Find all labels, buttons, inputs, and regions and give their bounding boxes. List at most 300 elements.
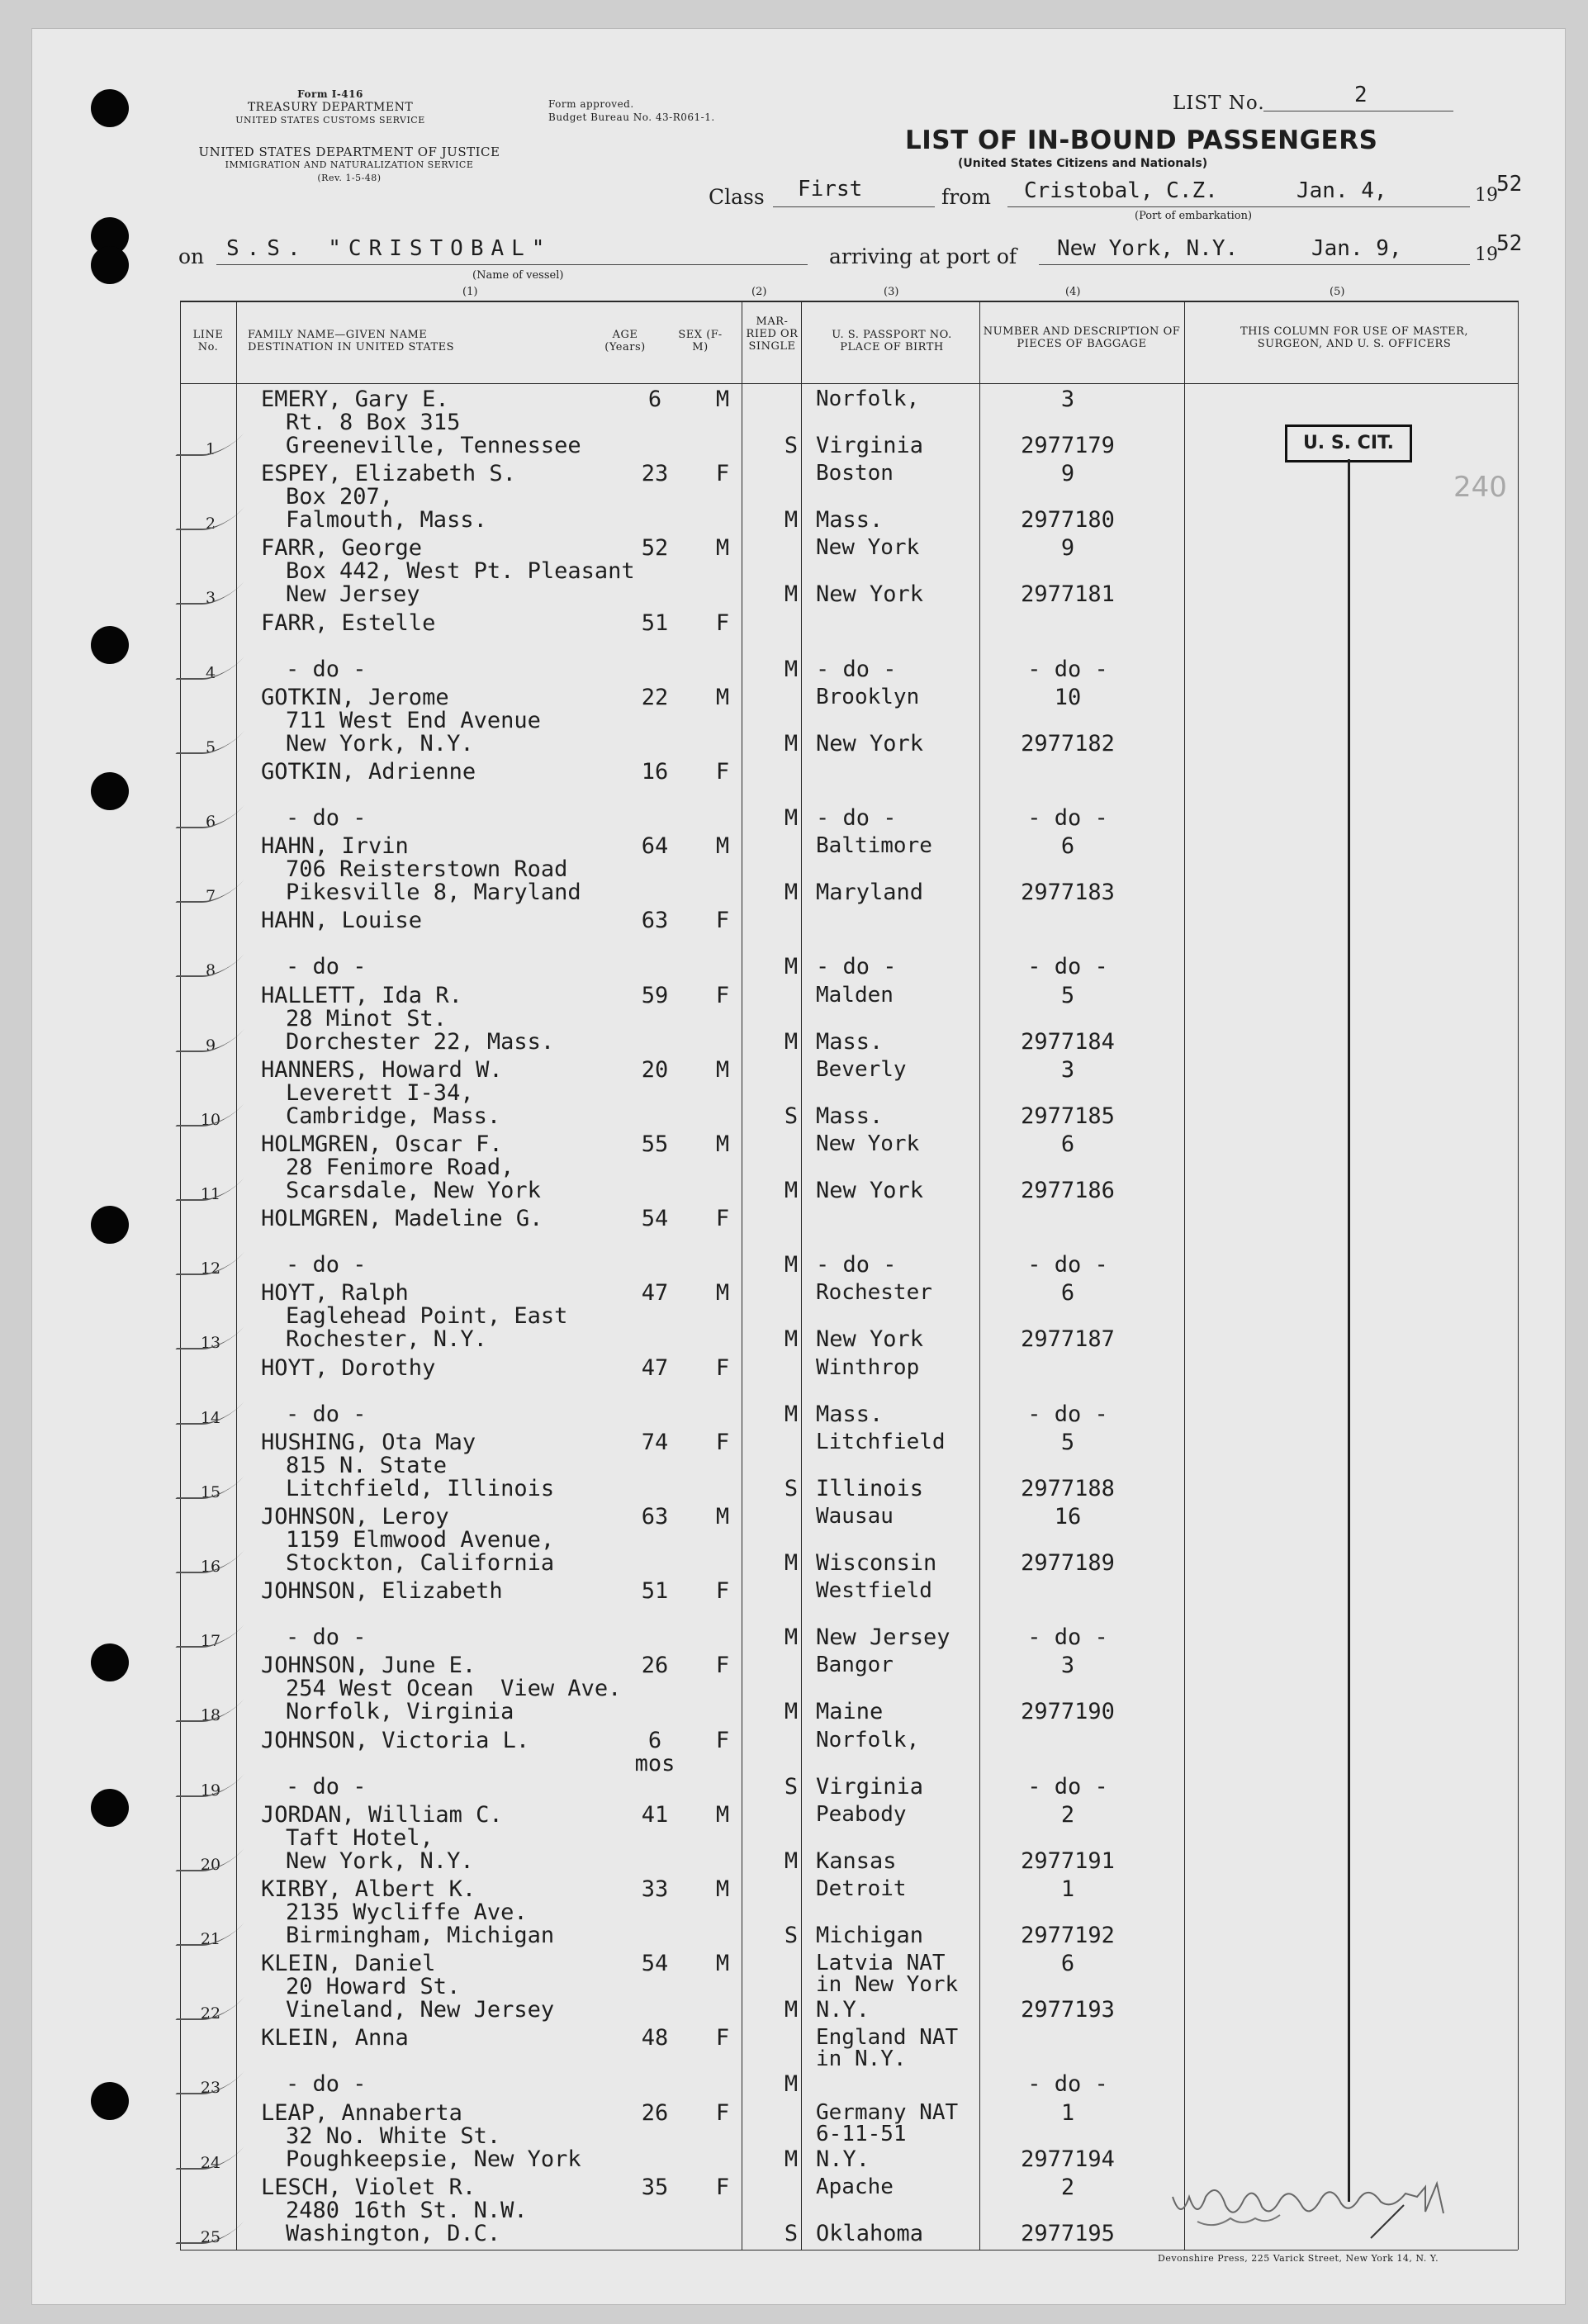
address-line-2: New York, N.Y. — [286, 731, 474, 756]
check-mark — [175, 954, 244, 977]
table-row — [180, 1131, 1518, 1206]
age: 47 — [641, 1280, 669, 1306]
address-line-2: - do - — [286, 657, 367, 682]
age: 26 — [641, 2100, 669, 2126]
immigration-label: IMMIGRATION AND NATURALIZATION SERVICE — [225, 159, 474, 170]
birthplace-line-1: Winthrop — [816, 1355, 920, 1380]
table-row — [180, 1802, 1518, 1876]
embarkation-year: 52 — [1496, 172, 1523, 197]
baggage-number: - do - — [1027, 2071, 1108, 2097]
line-number: 17 — [200, 1632, 221, 1650]
address-line-1: Eaglehead Point, East — [286, 1303, 568, 1329]
birthplace-line-2: Virginia — [816, 1774, 924, 1800]
address-line-2: Falmouth, Mass. — [286, 507, 487, 533]
baggage-count: 3 — [1060, 1653, 1075, 1678]
year-prefix: 19 — [1475, 185, 1498, 206]
birthplace-line-2: Maine — [816, 1699, 884, 1724]
table-row — [180, 1504, 1518, 1578]
baggage-number: - do - — [1027, 805, 1108, 831]
table-row — [180, 2100, 1518, 2175]
birthplace-line-1: Detroit — [816, 1876, 907, 1901]
list-number-field — [1263, 83, 1453, 111]
sex: M — [715, 685, 730, 710]
sex: F — [715, 1728, 730, 1753]
age: 51 — [641, 1578, 669, 1604]
table-row — [180, 535, 1518, 609]
line-number: 7 — [205, 887, 216, 905]
baggage-number: - do - — [1027, 657, 1108, 682]
approved-label: Form approved. — [548, 98, 634, 110]
age: 16 — [641, 759, 669, 785]
on-label: on — [178, 244, 205, 268]
check-mark — [175, 1029, 244, 1052]
birthplace-line-1: Norfolk, — [816, 387, 920, 411]
vessel-field — [216, 233, 808, 265]
marital-status: S — [784, 1476, 799, 1501]
line-number: 24 — [200, 2154, 221, 2172]
age: 33 — [641, 1876, 669, 1902]
line-number: 12 — [200, 1259, 221, 1278]
line-number: 18 — [200, 1706, 221, 1724]
sex: F — [715, 2025, 730, 2051]
passenger-name: JOHNSON, Victoria L. — [261, 1728, 530, 1753]
sex: F — [715, 461, 730, 486]
passenger-name: GOTKIN, Jerome — [261, 685, 449, 710]
header-bottom-border — [180, 383, 1518, 384]
line-number: 13 — [200, 1334, 221, 1352]
line-number: 16 — [200, 1558, 221, 1576]
binder-hole — [91, 1206, 129, 1244]
age: 74 — [641, 1430, 669, 1455]
address-line-1: 711 West End Avenue — [286, 708, 541, 733]
age: 51 — [641, 610, 669, 636]
address-line-2: - do - — [286, 1252, 367, 1278]
embarkation-field — [1007, 175, 1470, 207]
address-line-2: Dorchester 22, Mass. — [286, 1029, 555, 1055]
baggage-number: - do - — [1027, 1252, 1108, 1278]
header-name — [248, 329, 495, 353]
address-line-2: Vineland, New Jersey — [286, 1997, 555, 2023]
check-mark — [175, 1699, 244, 1722]
header-destination: DESTINATION IN UNITED STATES — [248, 341, 455, 353]
check-mark — [175, 1402, 244, 1425]
table-row — [180, 461, 1518, 535]
address-line-2: - do - — [286, 2071, 367, 2097]
justice-label: UNITED STATES DEPARTMENT OF JUSTICE — [198, 145, 500, 159]
passenger-name: FARR, Estelle — [261, 610, 436, 636]
sex: F — [715, 983, 730, 1008]
sex: F — [715, 1653, 730, 1678]
sex: F — [715, 1206, 730, 1231]
age: 55 — [641, 1131, 669, 1157]
birthplace-line-1: Boston — [816, 461, 894, 486]
table-row — [180, 1430, 1518, 1504]
birthplace-line-1: Bangor — [816, 1653, 894, 1677]
table-row — [180, 1653, 1518, 1727]
birthplace-line-1: England NAT in N.Y. — [816, 2025, 959, 2071]
check-mark — [175, 507, 244, 530]
embarkation-port: Cristobal, C.Z. — [1024, 178, 1218, 203]
check-mark — [175, 433, 244, 456]
address-line-1: 254 West Ocean View Ave. — [286, 1676, 622, 1701]
birthplace-line-2: Kansas — [816, 1848, 897, 1874]
line-number: 9 — [205, 1036, 216, 1055]
arrival-year: 52 — [1496, 231, 1523, 256]
check-mark — [175, 731, 244, 754]
arriving-label: arriving at port of — [829, 244, 1017, 268]
approval-block — [548, 97, 715, 124]
birthplace-line-2: New Jersey — [816, 1624, 950, 1650]
vessel-caption: (Name of vessel) — [472, 269, 564, 282]
table-row — [180, 1578, 1518, 1653]
col-num-3: (3) — [884, 286, 899, 298]
baggage-count: 2 — [1060, 1802, 1075, 1828]
age: 41 — [641, 1802, 669, 1828]
check-mark — [175, 1774, 244, 1797]
line-number: 23 — [200, 2079, 221, 2097]
table-row — [180, 983, 1518, 1057]
check-mark — [175, 1550, 244, 1573]
marital-status: S — [784, 1923, 799, 1948]
age: 52 — [641, 535, 669, 561]
form-number: Form I-416 — [297, 88, 363, 100]
baggage-count: 1 — [1060, 2100, 1075, 2126]
address-line-2: - do - — [286, 954, 367, 979]
address-line-1: Leverett I-34, — [286, 1080, 474, 1106]
baggage-number: 2977180 — [1021, 507, 1115, 533]
sex: F — [715, 2100, 730, 2126]
baggage-count: 5 — [1060, 1430, 1075, 1455]
line-number: 14 — [200, 1409, 221, 1427]
baggage-number: 2977193 — [1021, 1997, 1115, 2023]
sex: M — [715, 1951, 730, 1976]
baggage-number: 2977190 — [1021, 1699, 1115, 1724]
check-mark — [175, 1178, 244, 1201]
age: 54 — [641, 1206, 669, 1231]
baggage-count: 2 — [1060, 2175, 1075, 2200]
age: 63 — [641, 908, 669, 933]
port-embark-caption: (Port of embarkation) — [1135, 210, 1253, 222]
baggage-number: 2977179 — [1021, 433, 1115, 458]
birthplace-line-2: - do - — [816, 1252, 897, 1278]
birthplace-line-1: Latvia NAT in New York — [816, 1951, 959, 1997]
birthplace-line-1: Germany NAT 6-11-51 — [816, 2100, 959, 2146]
address-line-2: Washington, D.C. — [286, 2221, 501, 2246]
table-row — [180, 610, 1518, 685]
line-number: 15 — [200, 1483, 221, 1501]
address-line-2: Litchfield, Illinois — [286, 1476, 555, 1501]
address-line-1: Rt. 8 Box 315 — [286, 410, 461, 435]
check-mark — [175, 1252, 244, 1275]
baggage-count: 3 — [1060, 387, 1075, 412]
age: 6 mos — [634, 1728, 675, 1776]
header-birthplace: PLACE OF BIRTH — [840, 341, 944, 353]
marital-status: M — [784, 1029, 799, 1055]
birthplace-line-1: Wausau — [816, 1504, 894, 1529]
sex: M — [715, 1876, 730, 1902]
age: 54 — [641, 1951, 669, 1976]
birthplace-line-1: Baltimore — [816, 833, 932, 858]
birthplace-line-2: N.Y. — [816, 1997, 870, 2023]
baggage-count: 6 — [1060, 1131, 1075, 1157]
check-mark — [175, 2071, 244, 2094]
sex: F — [715, 2175, 730, 2200]
birthplace-line-2: N.Y. — [816, 2146, 870, 2172]
marital-status: M — [784, 581, 799, 607]
birthplace-line-1: Rochester — [816, 1280, 932, 1305]
printer-footer: Devonshire Press, 225 Varick Street, New York 14, N. Y. — [1158, 2253, 1439, 2264]
col-num-5: (5) — [1330, 286, 1345, 298]
birthplace-line-2: New York — [816, 1178, 924, 1203]
baggage-number: 2977184 — [1021, 1029, 1115, 1055]
marital-status: M — [784, 1624, 799, 1650]
arrival-year-prefix: 19 — [1475, 244, 1498, 265]
age: 26 — [641, 1653, 669, 1678]
binder-hole — [91, 1643, 129, 1681]
list-label: LIST No. — [1173, 92, 1265, 114]
marital-status: M — [784, 805, 799, 831]
address-line-2: Poughkeepsie, New York — [286, 2146, 581, 2172]
check-mark — [175, 1848, 244, 1871]
arrival-date: Jan. 9, — [1311, 236, 1402, 261]
address-line-2: Greeneville, Tennessee — [286, 433, 581, 458]
check-mark — [175, 1923, 244, 1946]
marital-status: M — [784, 1997, 799, 2023]
col-num-2: (2) — [751, 286, 767, 298]
address-line-2: - do - — [286, 1774, 367, 1800]
officer-line — [1348, 459, 1350, 2202]
baggage-number: 2977192 — [1021, 1923, 1115, 1948]
address-line-1: Box 207, — [286, 484, 394, 510]
address-line-1: 20 Howard St. — [286, 1974, 461, 1999]
address-line-2: - do - — [286, 805, 367, 831]
citizen-stamp: U. S. CIT. — [1285, 424, 1412, 462]
table-row — [180, 759, 1518, 833]
sex: M — [715, 1280, 730, 1306]
header-age: AGE (Years) — [604, 329, 646, 353]
birthplace-line-2: Virginia — [816, 433, 924, 458]
passenger-name: JORDAN, William C. — [261, 1802, 503, 1828]
check-mark — [175, 2221, 244, 2244]
check-mark — [175, 880, 244, 903]
header-baggage: NUMBER AND DESCRIPTION OF PIECES OF BAGGAGE — [983, 325, 1181, 350]
birthplace-line-2: Michigan — [816, 1923, 924, 1948]
table-row — [180, 833, 1518, 908]
passenger-name: HAHN, Louise — [261, 908, 423, 933]
check-mark — [175, 2146, 244, 2170]
line-number: 20 — [200, 1856, 221, 1874]
check-mark — [175, 805, 244, 828]
check-mark — [175, 581, 244, 605]
birthplace-line-1: New York — [816, 1131, 920, 1156]
table-row — [180, 1951, 1518, 2025]
customs-label: UNITED STATES CUSTOMS SERVICE — [235, 115, 425, 126]
check-mark — [175, 657, 244, 680]
birthplace-line-2: Oklahoma — [816, 2221, 924, 2246]
baggage-count: 3 — [1060, 1057, 1075, 1083]
check-mark — [175, 1103, 244, 1126]
birthplace-line-2: New York — [816, 1326, 924, 1352]
birthplace-line-2: Mass. — [816, 1402, 884, 1427]
baggage-count: 16 — [1054, 1504, 1082, 1530]
table-row — [180, 685, 1518, 759]
passenger-name: HAHN, Irvin — [261, 833, 409, 859]
header-passport — [809, 329, 974, 353]
marital-status: M — [784, 1402, 799, 1427]
birthplace-line-2: New York — [816, 581, 924, 607]
birthplace-line-2: Wisconsin — [816, 1550, 937, 1576]
document-subtitle: (United States Citizens and Nationals) — [958, 157, 1208, 170]
marital-status: S — [784, 1774, 799, 1800]
age: 23 — [641, 461, 669, 486]
marital-status: M — [784, 1326, 799, 1352]
age: 20 — [641, 1057, 669, 1083]
age: 64 — [641, 833, 669, 859]
baggage-number: - do - — [1027, 954, 1108, 979]
baggage-number: 2977185 — [1021, 1103, 1115, 1129]
marital-status: M — [784, 1699, 799, 1724]
marital-status: M — [784, 1252, 799, 1278]
sex: F — [715, 908, 730, 933]
table-row — [180, 1355, 1518, 1430]
baggage-count: 6 — [1060, 1280, 1075, 1306]
line-number: 11 — [200, 1185, 221, 1203]
birthplace-line-2: Mass. — [816, 1029, 884, 1055]
birthplace-line-2: Maryland — [816, 880, 924, 905]
baggage-number: 2977182 — [1021, 731, 1115, 756]
baggage-number: - do - — [1027, 1624, 1108, 1650]
birthplace-line-2: Mass. — [816, 1103, 884, 1129]
arrival-field — [1039, 233, 1470, 265]
list-number: 2 — [1354, 83, 1368, 107]
embarkation-date: Jan. 4, — [1296, 178, 1387, 203]
table-row — [180, 908, 1518, 982]
sex: M — [715, 1057, 730, 1083]
marital-status: S — [784, 2221, 799, 2246]
handwritten-signature — [1164, 2172, 1511, 2246]
table-row — [180, 1876, 1518, 1951]
baggage-count: 1 — [1060, 1876, 1075, 1902]
binder-hole — [91, 626, 129, 664]
address-line-2: New York, N.Y. — [286, 1848, 474, 1874]
line-number: 6 — [205, 813, 216, 831]
table-row — [180, 2025, 1518, 2099]
birthplace-line-1: Brooklyn — [816, 685, 920, 709]
passenger-name: HOYT, Ralph — [261, 1280, 409, 1306]
table-row — [180, 1728, 1518, 1802]
address-line-1: 28 Fenimore Road, — [286, 1155, 514, 1180]
baggage-number: 2977188 — [1021, 1476, 1115, 1501]
age: 22 — [641, 685, 669, 710]
sex: M — [715, 1131, 730, 1157]
baggage-number: 2977183 — [1021, 880, 1115, 905]
header-passport-no: U. S. PASSPORT NO. — [832, 329, 952, 341]
header-line-no: LINE No. — [192, 329, 224, 353]
address-line-2: - do - — [286, 1402, 367, 1427]
line-number: 8 — [205, 961, 216, 979]
passenger-name: KLEIN, Anna — [261, 2025, 409, 2051]
address-line-2: Scarsdale, New York — [286, 1178, 541, 1203]
marital-status: M — [784, 507, 799, 533]
birthplace-line-2: - do - — [816, 954, 897, 979]
binder-hole — [91, 89, 129, 127]
birthplace-line-2: - do - — [816, 657, 897, 682]
line-number: 5 — [205, 738, 216, 756]
baggage-count: 6 — [1060, 1951, 1075, 1976]
address-line-1: 815 N. State — [286, 1453, 448, 1478]
marital-status: M — [784, 657, 799, 682]
marital-status: S — [784, 433, 799, 458]
birthplace-line-1: Litchfield — [816, 1430, 946, 1454]
passenger-name: EMERY, Gary E. — [261, 387, 449, 412]
baggage-count: 5 — [1060, 983, 1075, 1008]
passenger-name: ESPEY, Elizabeth S. — [261, 461, 516, 486]
header-married: MAR-RIED OR SINGLE — [746, 315, 799, 353]
baggage-number: 2977189 — [1021, 1550, 1115, 1576]
birthplace-line-2: Mass. — [816, 507, 884, 533]
passenger-name: FARR, George — [261, 535, 423, 561]
marital-status: M — [784, 1848, 799, 1874]
address-line-1: 1159 Elmwood Avenue, — [286, 1527, 555, 1553]
marital-status: S — [784, 1103, 799, 1129]
sex: F — [715, 1430, 730, 1455]
sex: M — [715, 387, 730, 412]
sex: F — [715, 759, 730, 785]
baggage-count: 6 — [1060, 833, 1075, 859]
address-line-2: Rochester, N.Y. — [286, 1326, 487, 1352]
passenger-name: LESCH, Violet R. — [261, 2175, 476, 2200]
birthplace-line-1: Beverly — [816, 1057, 907, 1082]
birthplace-line-1: Peabody — [816, 1802, 907, 1827]
sex: M — [715, 833, 730, 859]
passenger-name: JOHNSON, June E. — [261, 1653, 476, 1678]
address-line-1: 28 Minot St. — [286, 1006, 448, 1032]
marital-status: M — [784, 1550, 799, 1576]
address-line-2: - do - — [286, 1624, 367, 1650]
line-number: 1 — [205, 440, 216, 458]
baggage-number: 2977187 — [1021, 1326, 1115, 1352]
line-number: 4 — [205, 664, 216, 682]
treasury-label: TREASURY DEPARTMENT — [247, 101, 414, 114]
binder-hole — [91, 246, 129, 284]
birthplace-line-1: Malden — [816, 983, 894, 1008]
age: 63 — [641, 1504, 669, 1530]
header-officers: THIS COLUMN FOR USE OF MASTER, SURGEON, AND U. S. OFFICERS — [1240, 325, 1469, 350]
table-row — [180, 1057, 1518, 1131]
line-number: 22 — [200, 2004, 221, 2023]
address-line-1: Box 442, West Pt. Pleasant — [286, 558, 635, 584]
address-line-1: 2480 16th St. N.W. — [286, 2198, 528, 2223]
passenger-name: KIRBY, Albert K. — [261, 1876, 476, 1902]
budget-label: Budget Bureau No. 43-R061-1. — [548, 111, 715, 123]
marital-status: M — [784, 1178, 799, 1203]
table-top-border — [180, 301, 1518, 302]
binder-hole — [91, 2082, 129, 2120]
header-sex: SEX (F-M) — [678, 329, 723, 353]
marital-status: M — [784, 880, 799, 905]
binder-hole — [91, 1789, 129, 1827]
check-mark — [175, 1476, 244, 1499]
address-line-1: Taft Hotel, — [286, 1825, 434, 1851]
form-agency-block — [235, 88, 425, 127]
address-line-1: 32 No. White St. — [286, 2123, 501, 2149]
table-row — [180, 1280, 1518, 1354]
class-field — [773, 175, 935, 207]
line-number: 2 — [205, 515, 216, 533]
sex: M — [715, 535, 730, 561]
line-number: 10 — [200, 1111, 221, 1129]
col-num-1: (1) — [462, 286, 478, 298]
